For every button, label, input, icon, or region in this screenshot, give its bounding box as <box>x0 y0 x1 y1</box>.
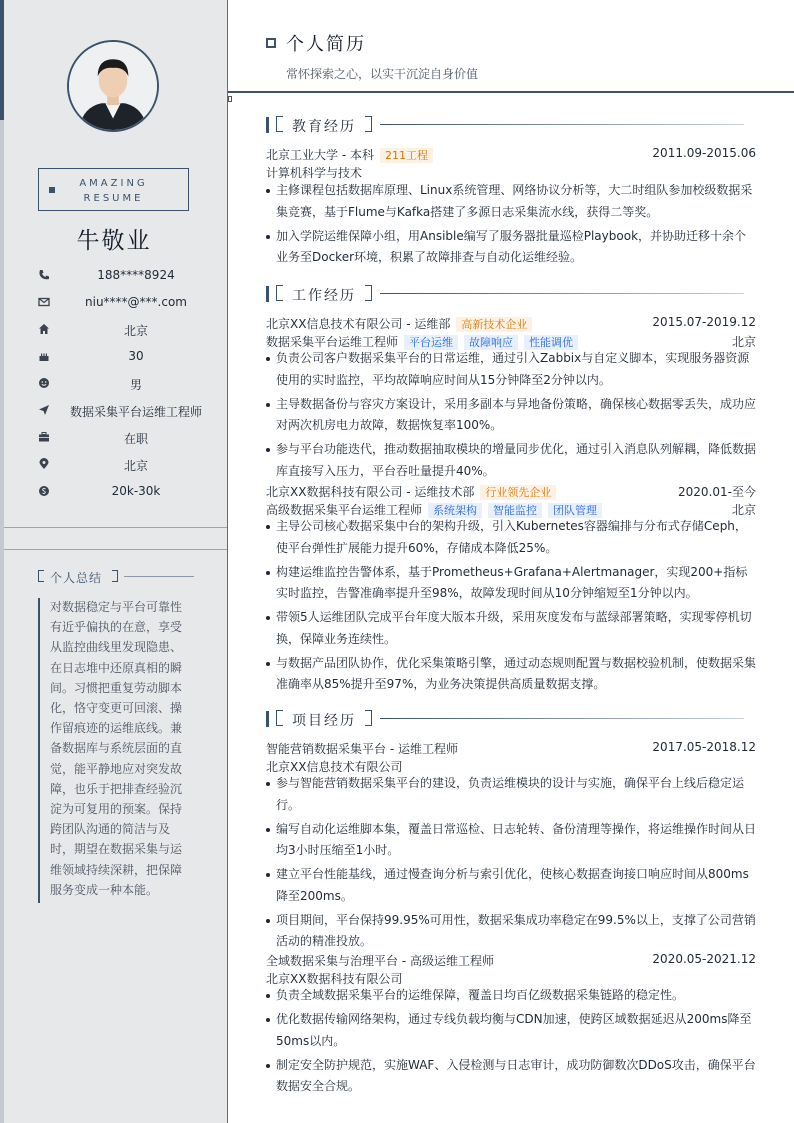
skill-tag: 平台运维 <box>404 335 458 350</box>
badge-line-1: AMAZING <box>79 178 148 189</box>
job-2-row <box>266 483 756 499</box>
list-item: 与数据产品团队协作，优化采集策略引擎，通过动态规则配置与数据校验机制，使数据采集准确率从85%提升至97%，为业务决策提供高质量数据支撑。 <box>266 653 756 696</box>
skill-tag: 故障响应 <box>464 335 518 350</box>
info-position <box>0 401 228 421</box>
skill-tag: 系统架构 <box>428 503 482 518</box>
home-value: 北京 <box>123 324 148 338</box>
bracket-right-icon <box>112 570 118 582</box>
project-2-date: 2020.05-2021.12 <box>652 952 756 966</box>
info-phone <box>0 266 228 286</box>
section-line <box>380 718 744 719</box>
info-location <box>0 455 228 475</box>
job-1-date: 2015.07-2019.12 <box>652 315 756 329</box>
avatar <box>67 40 159 132</box>
location-value: 北京 <box>123 459 148 473</box>
salary-value: 20k-30k <box>111 484 161 498</box>
job-2-city: 北京 <box>731 503 756 517</box>
bracket-left-icon <box>276 710 283 726</box>
list-item: 主导公司核心数据采集中台的架构升级，引入Kubernetes容器编排与分布式存储Ceph，使平台弹性扩展能力提升60%，存储成本降低25%。 <box>266 516 756 559</box>
section-bar-icon <box>266 286 269 302</box>
mail-icon <box>38 296 50 308</box>
summary-title: 个人总结 <box>50 571 103 585</box>
left-edge-accent <box>0 0 4 120</box>
job-2-date: 2020.01-至今 <box>678 485 756 499</box>
sidebar-divider-2 <box>4 549 227 550</box>
page-title: 个人简历 <box>286 34 366 55</box>
project-1-bullets <box>266 773 756 955</box>
header-square-icon <box>266 38 276 48</box>
school-tag: 211工程 <box>380 148 433 163</box>
education-title: 教育经历 <box>292 119 356 135</box>
list-item: 加入学院运维保障小组，用Ansible编写了服务器批量巡检Playbook，并协助迁移十余个业务至Docker环境，积累了故障排查与自动化运维经验。 <box>266 226 756 269</box>
bracket-right-icon <box>365 116 372 132</box>
project-1-company: 北京XX信息技术有限公司 <box>266 760 403 774</box>
left-edge-strip <box>0 0 4 1123</box>
summary-text: 对数据稳定与平台可靠性有近乎偏执的在意，享受从监控曲线里发现隐患、在日志堆中还原真相的瞬间。习惯把重复劳动脚本化，恪守变更可回滚、操作留痕迹的运维底线。兼备数据库与系统层面的直觉，能平静地应对突发故障，也乐于把排查经验沉淀为可复用的预案。保持跨团队沟通的简洁与及时，期望在数据采集与运维领域持续深耕，把保障服务变成一种本能。 <box>50 600 183 897</box>
smile-icon <box>38 377 50 389</box>
money-icon <box>38 485 50 497</box>
list-item: 参与平台功能迭代，推动数据抽取模块的增量同步优化，通过引入消息队列解耦，降低数据库直接写入压力，平台吞吐量提升40%。 <box>266 439 756 482</box>
project-2-bullets <box>266 985 756 1100</box>
project-1-name: 智能营销数据采集平台 - 运维工程师 <box>266 742 458 756</box>
bracket-left-icon <box>38 570 44 582</box>
status-value: 在职 <box>123 432 148 446</box>
job-1-city: 北京 <box>731 335 756 349</box>
work-title: 工作经历 <box>292 288 356 304</box>
section-bar-icon <box>266 117 269 133</box>
info-gender <box>0 374 228 394</box>
job-2-position-row <box>266 501 756 517</box>
job-1-position-row <box>266 333 756 349</box>
major: 计算机科学与技术 <box>266 166 363 180</box>
list-item: 带领5人运维团队完成平台年度大版本升级，采用灰度发布与蓝绿部署策略，实现零停机切换，保障业务连续性。 <box>266 607 756 650</box>
list-item: 主修课程包括数据库原理、Linux系统管理、网络协议分析等，大二时组队参加校级数据采集竞赛，基于Flume与Kafka搭建了多源日志采集流水线，获得二等奖。 <box>266 180 756 223</box>
job-2-bullets <box>266 516 756 698</box>
list-item: 制定安全防护规范，实施WAF、入侵检测与日志审计，成功防御数次DDoS攻击，确保平台数据安全合规。 <box>266 1055 756 1098</box>
project-1-date: 2017.05-2018.12 <box>652 740 756 754</box>
bracket-right-icon <box>365 285 372 301</box>
avatar-portrait-icon <box>69 42 157 130</box>
badge-square-icon <box>49 187 55 193</box>
list-item: 主导数据备份与容灾方案设计，采用多副本与异地备份策略，确保核心数据零丢失，成功应对两次机房电力故障，数据恢复率100%。 <box>266 394 756 437</box>
cake-icon <box>38 350 50 362</box>
info-age <box>0 347 228 367</box>
location-icon <box>38 458 50 470</box>
education-heading <box>266 116 744 134</box>
skill-tag: 性能调优 <box>524 335 578 350</box>
person-name: 牛敬业 <box>76 228 152 254</box>
education-date: 2011.09-2015.06 <box>652 146 756 160</box>
list-item: 负责全域数据采集平台的运维保障，覆盖日均百亿级数据采集链路的稳定性。 <box>266 985 756 1007</box>
page-header <box>228 0 794 93</box>
summary-title-line <box>124 576 194 577</box>
list-item: 参与智能营销数据采集平台的建设，负责运维模块的设计与实施，确保平台上线后稳定运行。 <box>266 773 756 816</box>
list-item: 负责公司客户数据采集平台的日常运维，通过引入Zabbix与自定义脚本，实现服务器资源使用的实时监控，平均故障响应时间从15分钟降至2分钟以内。 <box>266 348 756 391</box>
job-1-row <box>266 315 756 331</box>
list-item: 建立平台性能基线，通过慢查询分析与索引优化，使核心数据查询接口响应时间从800ms降至200ms。 <box>266 864 756 907</box>
home-icon <box>38 323 50 335</box>
position-value: 数据采集平台运维工程师 <box>69 405 202 419</box>
phone-icon <box>38 269 50 281</box>
resume-badge <box>38 168 189 211</box>
bracket-left-icon <box>276 285 283 301</box>
job-2-tag: 行业领先企业 <box>480 485 556 500</box>
info-salary <box>0 482 228 502</box>
info-status <box>0 428 228 448</box>
age-value: 30 <box>128 349 144 363</box>
section-bar-icon <box>266 711 269 727</box>
briefcase-icon <box>38 431 50 443</box>
bracket-left-icon <box>276 116 283 132</box>
list-item: 编写自动化运维脚本集，覆盖日常巡检、日志轮转、备份清理等操作，将运维操作时间从日均3小时压缩至1小时。 <box>266 819 756 862</box>
project-2-name: 全域数据采集与治理平台 - 高级运维工程师 <box>266 954 494 968</box>
project-2-company-row <box>266 970 756 986</box>
corner-mark <box>228 96 232 102</box>
sidebar-divider-1 <box>4 527 227 528</box>
send-icon <box>38 404 50 416</box>
job-2-position: 高级数据采集平台运维工程师 <box>266 503 423 517</box>
section-line <box>380 124 744 125</box>
job-1-company: 北京XX信息技术有限公司 - 运维部 <box>266 317 451 331</box>
list-item: 构建运维监控告警体系，基于Prometheus+Grafana+Alertmanager，实现200+指标实时监控，告警准确率提升至98%，故障发现时间从10分钟缩短至1分钟以内。 <box>266 562 756 605</box>
job-2-company: 北京XX数据科技有限公司 - 运维技术部 <box>266 485 475 499</box>
skill-tag: 团队管理 <box>548 503 602 518</box>
education-bullets <box>266 180 756 271</box>
email-value: niu****@***.com <box>85 295 187 309</box>
project-1-company-row <box>266 758 756 774</box>
gender-value: 男 <box>129 378 142 392</box>
list-item: 优化数据传输网络架构，通过专线负载均衡与CDN加速，使跨区域数据延迟从200ms降至50ms以内。 <box>266 1009 756 1052</box>
section-line <box>380 293 744 294</box>
project-1-row <box>266 740 756 756</box>
job-1-position: 数据采集平台运维工程师 <box>266 335 399 349</box>
bracket-right-icon <box>365 710 372 726</box>
skill-tag: 智能监控 <box>488 503 542 518</box>
project-2-company: 北京XX数据科技有限公司 <box>266 972 403 986</box>
school-name: 北京工业大学 - 本科 <box>266 148 374 162</box>
project-2-row <box>266 952 756 968</box>
job-1-tag: 高新技术企业 <box>456 317 532 332</box>
info-home <box>0 320 228 340</box>
projects-heading <box>266 710 744 728</box>
page-subtitle: 常怀探索之心，以实干沉淀自身价值 <box>286 67 479 81</box>
summary-accent-bar <box>38 598 40 903</box>
work-heading <box>266 285 744 303</box>
badge-line-2: RESUME <box>83 193 144 204</box>
info-email <box>0 293 228 313</box>
summary-heading <box>38 569 218 585</box>
major-row <box>266 164 756 180</box>
list-item: 项目期间，平台保持99.95%可用性，数据采集成功率稳定在99.5%以上，支撑了公司营销活动的精准投放。 <box>266 910 756 953</box>
projects-title: 项目经历 <box>292 713 356 729</box>
education-row <box>266 146 756 162</box>
job-1-bullets <box>266 348 756 485</box>
phone-value: 188****8924 <box>97 268 175 282</box>
